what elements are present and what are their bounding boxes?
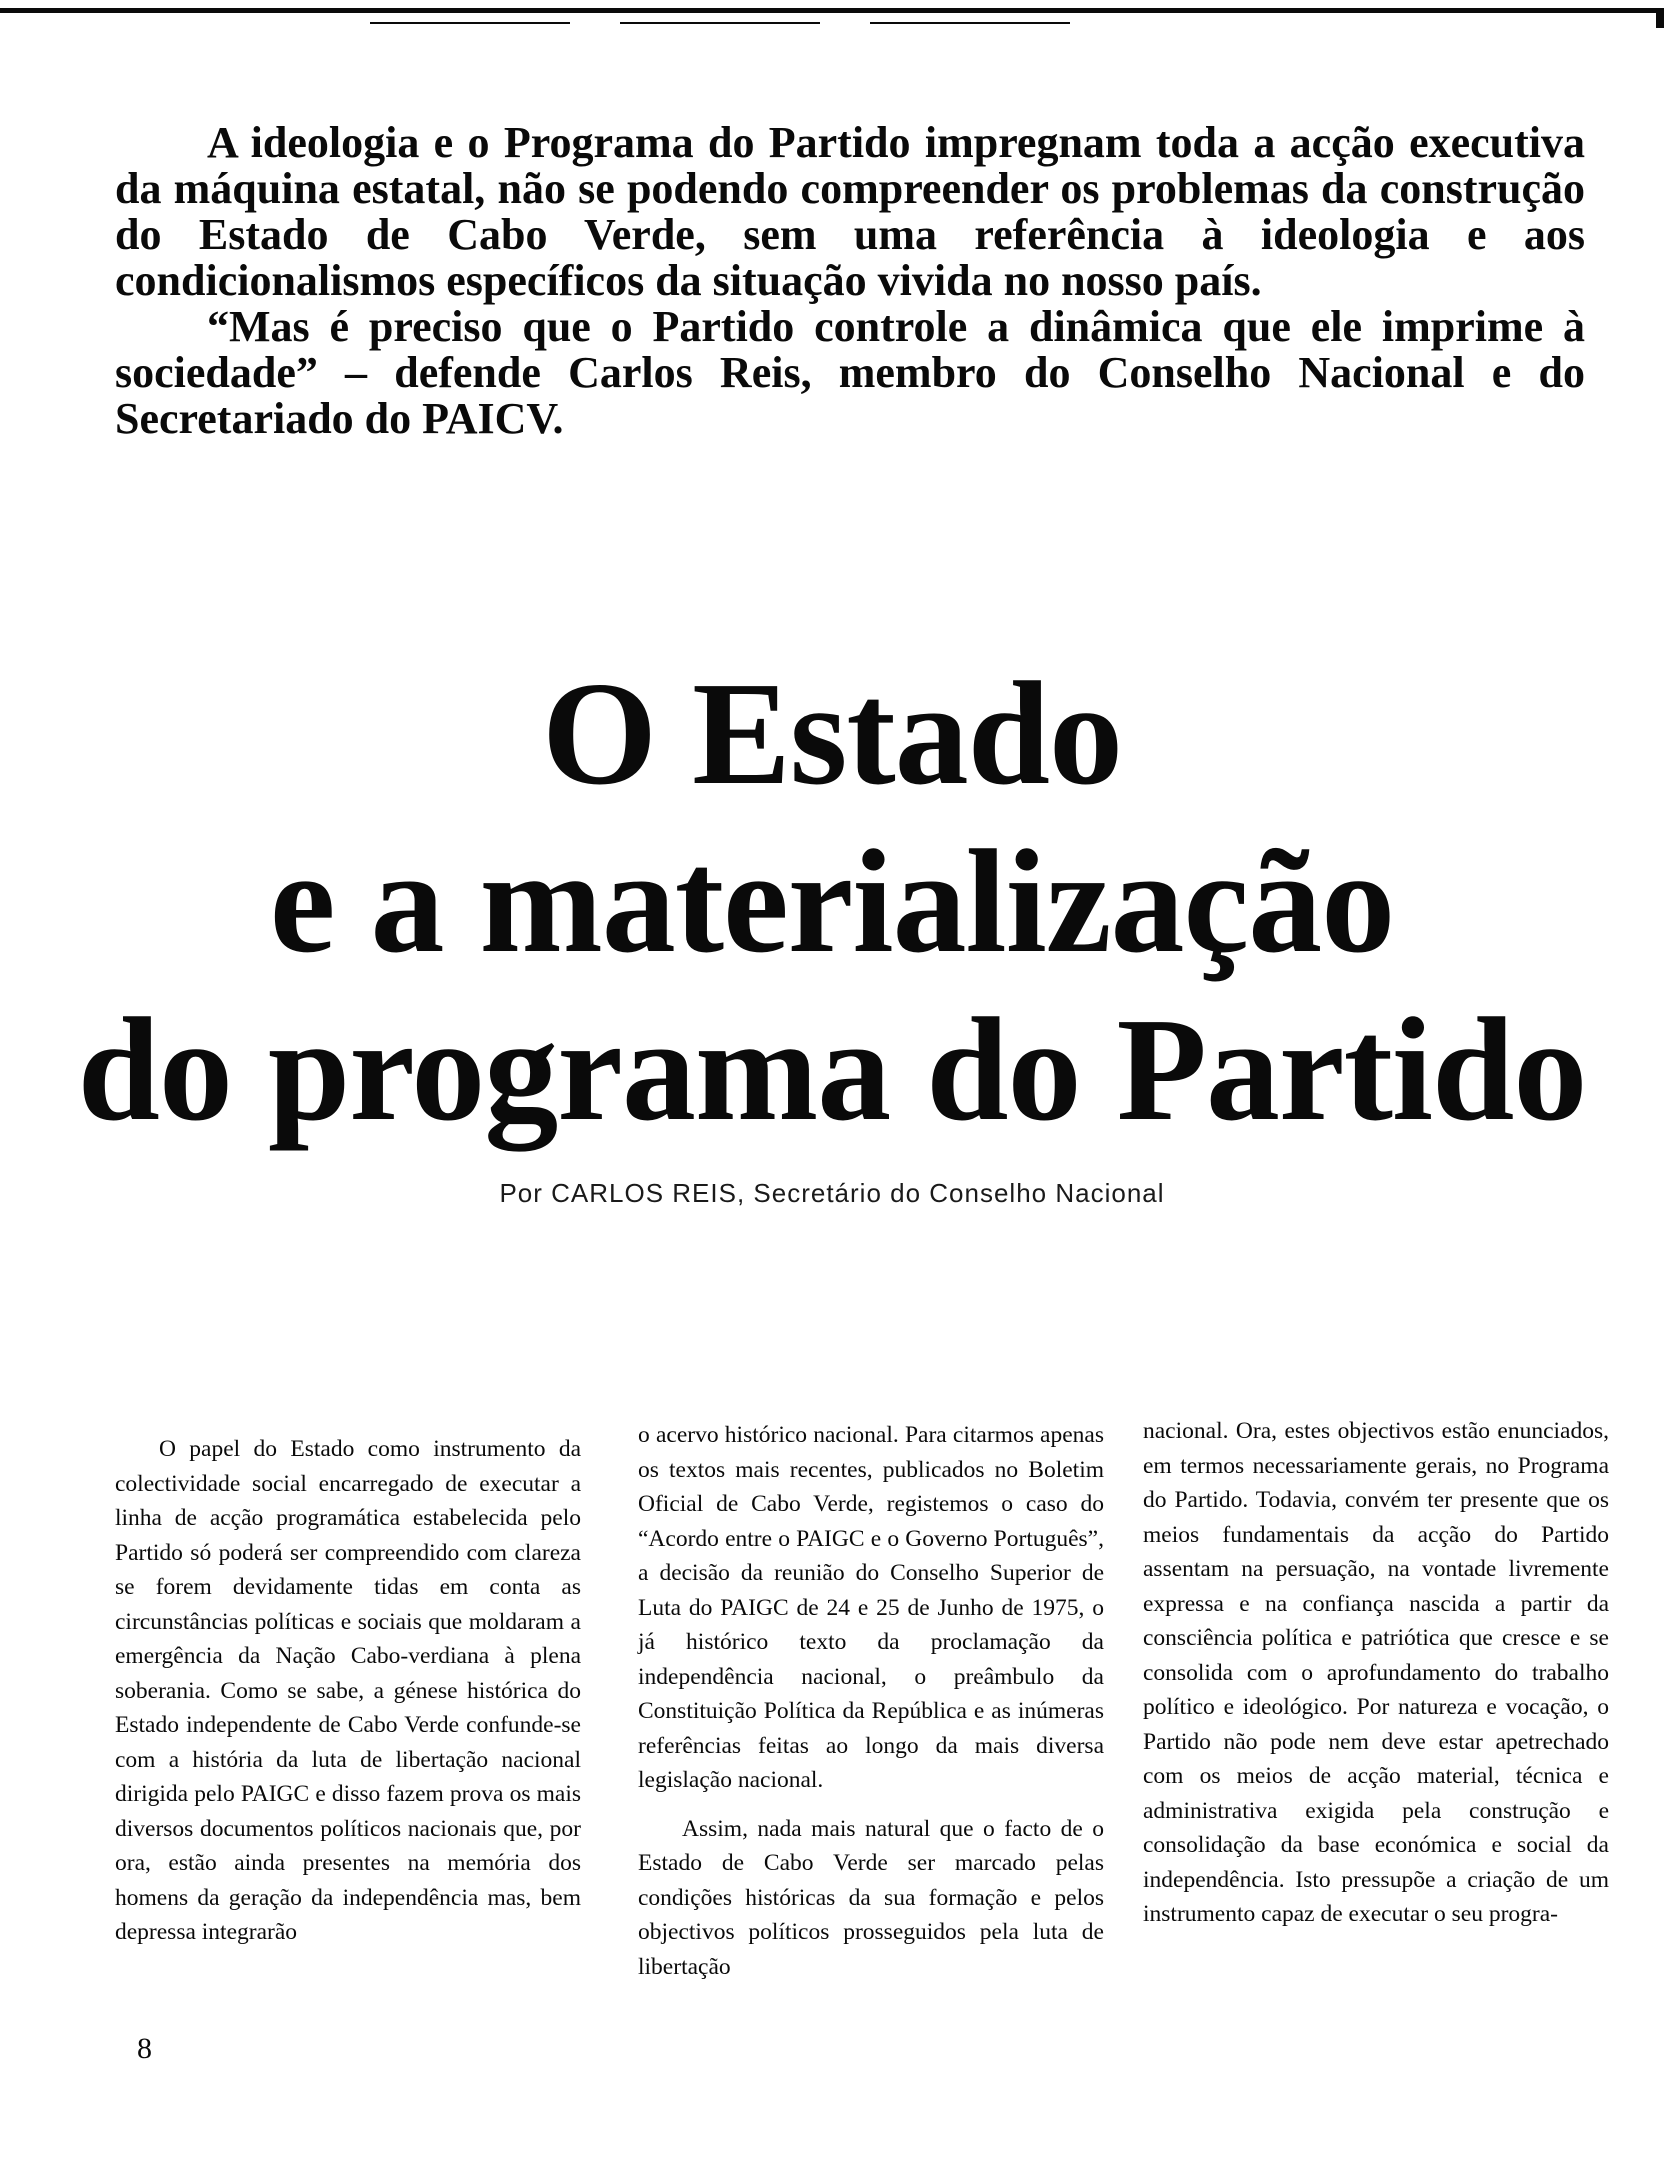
body-column-3 xyxy=(1143,1414,1609,1932)
byline: Por CARLOS REIS, Secretário do Conselho Nacional xyxy=(499,1178,1165,1208)
body-column-1 xyxy=(115,1432,581,1950)
headline-line-1: O Estado xyxy=(541,652,1123,816)
page-corner-mark xyxy=(1656,8,1664,28)
column-1-paragraph-1: O papel do Estado como instrumento da colectividade social encarregado de executar a linha de acção programática estabelecida pelo Partido só poderá ser compreendido com clareza se forem devidamente tidas em conta as circunstâncias políticas e sociais que moldaram a emergência da Nação Cabo-verdiana à plena soberania. Como se sabe, a génese histórica do Estado independente de Cabo Verde confunde-se com a história da luta de libertação nacional dirigida pelo PAIGC e disso fazem prova os mais diversos documentos políticos nacionais que, por ora, estão ainda presentes na memória dos homens da geração da independência mas, bem depressa integrarão xyxy=(115,1436,581,1945)
top-rule-segment xyxy=(620,22,820,24)
lead-standfirst xyxy=(115,120,1585,442)
headline-line-2: e a materialização xyxy=(269,820,1395,984)
lead-paragraph-1: A ideologia e o Programa do Partido impregnam toda a acção executiva da máquina estatal, não se podendo compreender os problemas da construção do Estado de Cabo Verde, sem uma referência à ideologia e aos condicionalismos específicos da situação vivida no nosso país. xyxy=(115,118,1585,305)
top-rule xyxy=(0,8,1664,13)
body-column-2 xyxy=(638,1418,1104,1984)
column-2-paragraph-2: Assim, nada mais natural que o facto de o Estado de Cabo Verde ser marcado pelas condições históricas da sua formação e pelos objectivos políticos prosseguidos pela luta de libertação xyxy=(638,1815,1104,1980)
column-3-paragraph-1: nacional. Ora, estes objectivos estão enunciados, em termos necessariamente gerais, no Programa do Partido. Todavia, convém ter presente que os meios fundamentais da acção do Partido assentam na persuação, na vontade livremente expressa e na confiança nascida a partir da consciência política e patriótica que cresce e se consolida com o aprofundamento do trabalho político e ideológico. Por natureza e vocação, o Partido não pode nem deve estar apetrechado com os meios de acção material, técnica e administrativa exigida pela construção e consolidação da base económica e social da independência. Isto pressupõe a criação de um instrumento capaz de executar o seu progra- xyxy=(1143,1418,1609,1927)
lead-paragraph-2: “Mas é preciso que o Partido controle a dinâmica que ele imprime à sociedade” – defende Carlos Reis, membro do Conselho Nacional e do Secretariado do PAICV. xyxy=(115,302,1585,443)
top-rule-segment xyxy=(870,22,1070,24)
top-rule-segment xyxy=(370,22,570,24)
headline-line-3: do programa do Partido xyxy=(77,988,1587,1152)
page-number: 8 xyxy=(137,2032,152,2065)
column-2-paragraph-1: o acervo histórico nacional. Para citarmos apenas os textos mais recentes, publicados no Boletim Oficial de Cabo Verde, registemos o caso do “Acordo entre o PAIGC e o Governo Português”, a decisão da reunião do Conselho Superior de Luta do PAIGC de 24 e 25 de Junho de 1975, o já histórico texto da proclamação da independência nacional, o preâmbulo da Constituição Política da República e as inúmeras referências feitas ao longo da mais diversa legislação nacional. xyxy=(638,1422,1104,1793)
article-headline xyxy=(0,650,1664,1154)
